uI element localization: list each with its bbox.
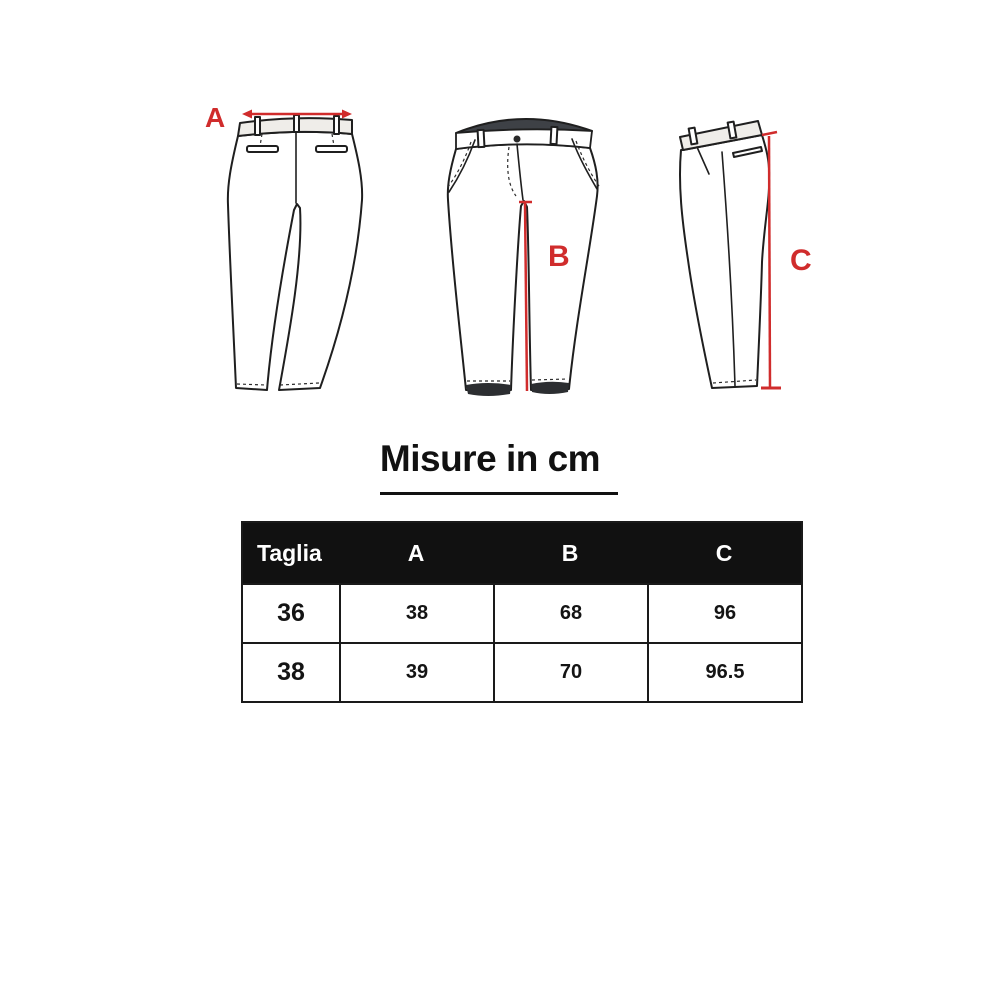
measure-label-a: A <box>205 102 226 133</box>
size-value: 38 <box>277 658 305 686</box>
measure-c-value: 96.5 <box>647 644 801 701</box>
measure-b-value: 70 <box>493 644 647 701</box>
hem-shadow-right <box>531 382 569 394</box>
pants-back-view <box>228 115 362 390</box>
measure-a-value: 38 <box>339 585 493 642</box>
size-table <box>241 521 803 703</box>
header-a: A <box>407 539 425 566</box>
header-taglia: Taglia <box>257 539 322 566</box>
pants-diagrams <box>0 0 1000 430</box>
measure-a-value: 39 <box>339 644 493 701</box>
size-value: 36 <box>277 599 305 627</box>
title-underline <box>380 492 618 495</box>
table-row <box>243 583 801 642</box>
waist-button <box>514 136 521 143</box>
pants-front-view <box>447 119 599 396</box>
hem-shadow-left <box>466 383 511 396</box>
measure-b-value: 68 <box>493 585 647 642</box>
size-table-header <box>243 523 801 583</box>
page-title: Misure in cm <box>379 438 601 479</box>
header-b: B <box>561 539 579 566</box>
pants-side-view <box>680 121 769 388</box>
back-pocket-right <box>316 146 347 152</box>
table-row <box>243 642 801 701</box>
header-c: C <box>715 539 733 566</box>
back-pocket-left <box>247 146 278 152</box>
measure-c-value: 96 <box>647 585 801 642</box>
measure-label-c: C <box>790 244 812 277</box>
measure-label-b: B <box>548 240 570 273</box>
